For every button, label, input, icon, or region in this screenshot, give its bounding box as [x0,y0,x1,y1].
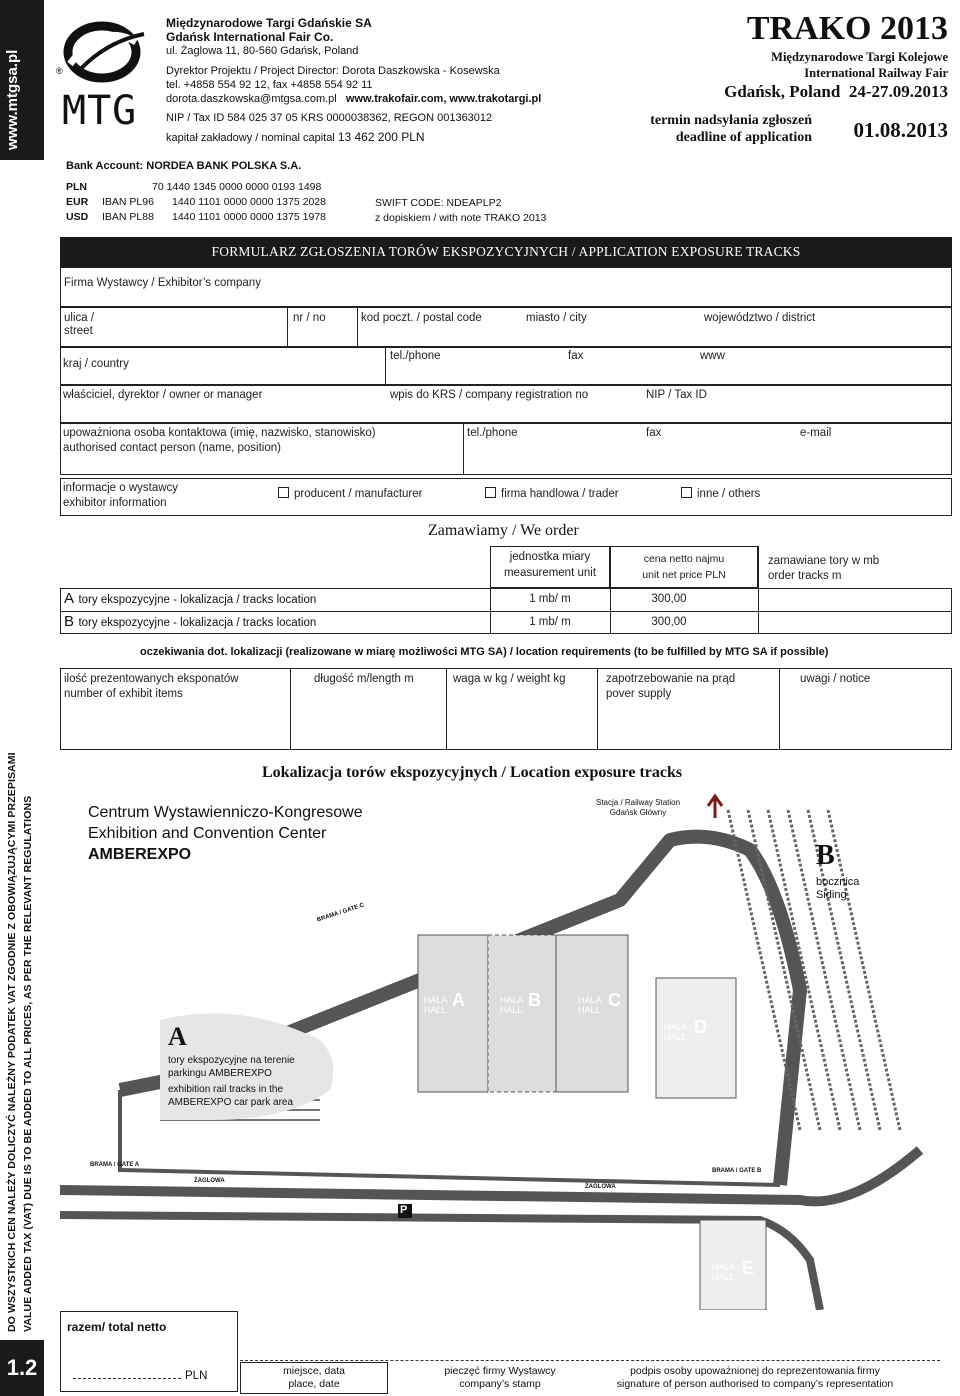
hall-e: E [742,1258,755,1278]
company-phone: tel. +4858 554 92 12, fax +4858 554 92 11 [166,79,373,91]
fax-label: fax [568,350,584,362]
capital-label: kapitał zakładowy / nominal capital [166,132,335,144]
hall-a-label: HALA HALL [424,995,448,1015]
stamp-label: pieczęć firmy Wystawcy company’s stamp [444,1365,556,1390]
option-manufacturer[interactable]: producent / manufacturer [278,487,423,500]
street-name-1: ŻAGLOWA [194,1178,225,1184]
others-checkbox[interactable] [681,487,692,498]
email-label: e-mail [800,427,832,439]
vat-notice-pl: DO WSZYSTKICH CEN NALEŻY DOLICZYĆ NALEŻNY PODATEK VAT ZGODNIE Z OBOWIĄZUJĄCYMI PRZEPISAMI [6,752,18,1332]
carpark-letter: A [168,1022,187,1051]
contact-fax-label: fax [646,427,662,439]
country-row[interactable] [60,347,952,385]
place-date-field[interactable]: miejsce, data place, date [240,1362,388,1394]
contact-label-pl: upoważniona osoba kontaktowa (imię, nazwisko, stanowisko) [63,427,376,439]
vat-notice-strip [0,620,44,1396]
order-title: Zamawiamy / We order [428,522,579,539]
www-label: www [700,350,725,362]
street-name-2: ŻAGLOWA [585,1184,616,1190]
postal-label: kod poczt. / postal code [361,312,482,324]
district-label: województwo / district [704,312,816,324]
hall-c: C [608,990,621,1010]
bank-accounts: PLN 70 1440 1345 0000 0000 0193 1498 EUR IBAN PL96 1440 1101 0000 0000 1375 2028 USD IBAN PL88 1440 1101 0000 0000 1375 1978 [66,181,326,223]
company-field[interactable] [60,267,952,307]
deadline-date: 01.08.2013 [853,118,948,142]
bank-account: Bank Account: NORDEA BANK POLSKA S.A. [66,160,302,172]
company-label: Firma Wystawcy / Exhibitor’s company [64,277,261,289]
director-email[interactable]: dorota.daszkowska@mtgsa.com.pl [166,93,337,105]
swift-note: z dopiskiem / with note TRAKO 2013 [375,212,547,224]
deadline-label: termin nadsyłania zgłoszeń deadline of application [650,113,812,145]
gate-a: BRAMA / GATE A [90,1162,140,1168]
trader-checkbox[interactable] [485,487,496,498]
order-row-b[interactable]: B tory ekspozycyjne - lokalizacja / tracks location [64,613,317,630]
event-place-date [724,82,948,102]
vat-notice-en: VALUE ADDED TAX (VAT) DUE IS TO BE ADDED TO ALL PRICES, AS PER THE RELEVANT REGULATIONS [22,795,34,1332]
sidebar-url-strip [0,0,44,160]
carpark-label: tory ekspozycyjne na terenie parkingu AMBEREXPO exhibition rail tracks in the AMBEREXPO car park area [168,1055,295,1108]
hall-c-label: HALA HALL [578,995,602,1015]
manufacturer-checkbox[interactable] [278,487,289,498]
option-others[interactable]: inne / others [681,487,760,500]
gate-b: BRAMA / GATE B [712,1168,762,1174]
option-trader[interactable]: firma handlowa / trader [485,487,619,500]
hall-b-label: HALA HALL [500,995,524,1015]
siding-label: bocznica Siding [816,876,860,901]
company-info [166,16,541,145]
contact-phone-label: tel./phone [467,427,518,439]
parking-icon: P [400,1204,408,1216]
siding-letter: B [816,840,835,871]
project-director: Dyrektor Projektu / Project Director: Dorota Daszkowska - Kosewska [166,65,500,77]
qty-header-pl: zamawiane tory w mb [768,555,880,567]
site-map [60,790,952,1310]
hall-d-label: HALA HALL [664,1022,688,1042]
nip-label: NIP / Tax ID [646,389,707,401]
mtg-logo [56,12,148,142]
company-nip: NIP / Tax ID 584 025 37 05 KRS 0000038362, REGON 001363012 [166,112,493,124]
railway-station: Stacja / Railway Station Gdańsk Główny [596,798,681,817]
event-dates: 24-27.09.2013 [848,82,948,101]
pln-label: PLN [185,1370,208,1382]
total-label: razem/ total netto [67,1320,167,1334]
swift-code: SWIFT CODE: NDEAPLP2 [375,197,502,209]
website-url[interactable]: www.mtgsa.pl [4,49,21,150]
location-requirements: oczekiwania dot. lokalizacji (realizowane w miarę możliwości MTG SA) / location requirements (to be fulfilled by MTG SA if possible) [140,646,829,658]
event-sub-pl: Międzynarodowe Targi Kolejowe [771,50,948,64]
company-name-en: Gdańsk International Fair Co. [166,30,334,44]
company-name-pl: Międzynarodowe Targi Gdańskie SA [166,16,372,30]
event-title: TRAKO 2013 [746,10,948,47]
swift-info [375,196,546,226]
gate-c: BRAMA / GATE C [316,902,366,924]
map-title: Lokalizacja torów ekspozycyjnych / Location exposure tracks [262,764,683,781]
contact-label-en: authorised contact person (name, position) [63,442,281,454]
owner-label: właściciel, dyrektor / owner or manager [63,389,263,401]
order-row-a[interactable]: A tory ekspozycyjne - lokalizacja / tracks location [64,590,317,607]
number-label: nr / no [293,312,326,324]
event-location: Gdańsk, Poland [724,82,841,101]
capital-value: 13 462 200 PLN [337,130,425,144]
city-label: miasto / city [526,312,587,324]
fair-websites[interactable]: www.trakofair.com, www.trakotargi.pl [345,93,542,105]
center-name: Centrum Wystawienniczo-Kongresowe Exhibition and Convention Center AMBEREXPO [88,804,363,863]
hall-b: B [528,990,541,1010]
hall-a: A [452,990,465,1010]
phone-label: tel./phone [390,350,441,362]
street-field[interactable]: ulica / street [60,307,288,347]
event-sub-en: International Railway Fair [804,66,948,80]
qty-header-en: order tracks m [768,570,842,582]
page-badge: 1.2 [0,1340,44,1396]
country-label: kraj / country [63,358,129,370]
company-address: ul. Żaglowa 11, 80-560 Gdańsk, Poland [166,45,359,57]
hall-d: D [694,1017,707,1037]
hall-e-label: HALA HALL [712,1262,736,1282]
form-title: FORMULARZ ZGŁOSZENIA TORÓW EKSPOZYCYJNYCH / APPLICATION EXPOSURE TRACKS [60,237,952,267]
signature-label: podpis osoby upoważnionej do reprezentowania firmy signature of person authorised to company’s representation [616,1365,894,1390]
krs-label: wpis do KRS / company registration no [390,389,589,401]
total-box[interactable] [60,1311,238,1392]
logo-text: MTG [62,88,138,134]
info-label-en: exhibitor information [63,497,167,509]
info-label-pl: informacje o wystawcy [63,482,179,494]
svg-text:®: ® [56,66,63,76]
